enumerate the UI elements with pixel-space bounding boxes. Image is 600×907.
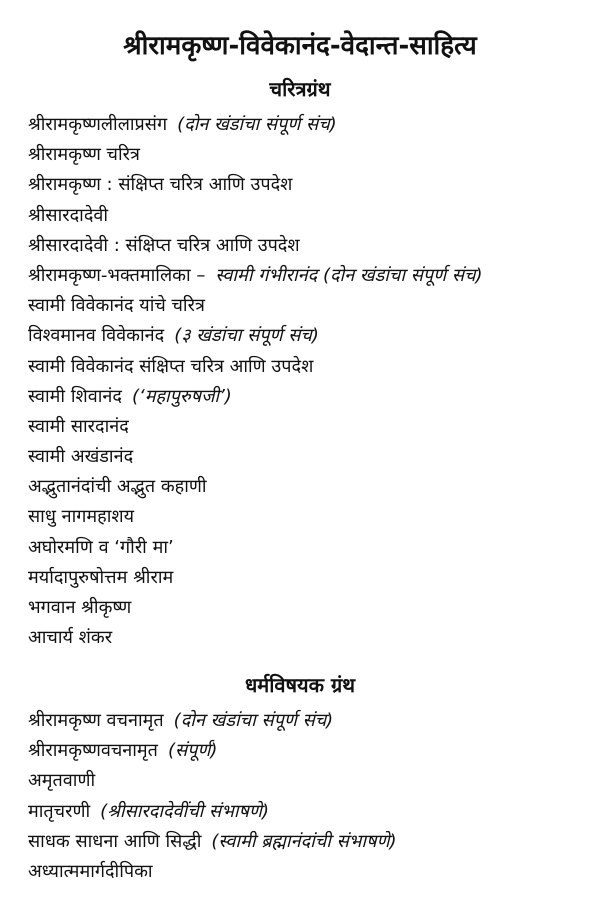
list-item	[28, 321, 588, 351]
list-item	[28, 382, 588, 412]
list-item	[28, 827, 588, 857]
book-title: स्वामी शिवानंद	[28, 385, 122, 407]
book-title: स्वामी विवेकानंद यांचे चरित्र	[28, 295, 205, 317]
book-note: (‘महापुरुषजी’)	[131, 385, 232, 407]
list-item	[28, 766, 588, 796]
list-item	[28, 623, 588, 653]
book-title: मातृचरणी	[28, 800, 91, 822]
book-title: श्रीरामकृष्ण-भक्तमालिका –	[28, 264, 206, 286]
page-title: श्रीरामकृष्ण-विवेकानंद-वेदान्त-साहित्य	[123, 31, 477, 61]
book-title: श्रीसारदादेवी	[28, 204, 109, 226]
list-item	[28, 533, 588, 563]
list-item	[28, 412, 588, 442]
book-title: श्रीरामकृष्ण : संक्षिप्त चरित्र आणि उपदेश	[28, 174, 293, 196]
list-item	[28, 231, 588, 261]
book-note: (श्रीसारदादेवींची संभाषणे)	[100, 800, 269, 822]
list-item	[28, 593, 588, 623]
list-item	[28, 261, 588, 291]
list-item	[28, 736, 588, 766]
list-item	[28, 352, 588, 382]
book-title: साधु नागमहाशय	[28, 506, 135, 528]
book-title: स्वामी अखंडानंद	[28, 446, 134, 468]
list-item	[28, 857, 588, 887]
list-item	[28, 472, 588, 502]
list-item	[28, 797, 588, 827]
list-item	[28, 140, 588, 170]
section-heading-biographies: चरित्रग्रंथ	[269, 77, 331, 101]
list-item	[28, 563, 588, 593]
book-note: (दोन खंडांचा संपूर्ण संच)	[177, 114, 337, 135]
book-title: श्रीरामकृष्णलीलाप्रसंग	[28, 114, 168, 135]
book-title: स्वामी सारदानंद	[28, 415, 129, 437]
book-title: विश्वमानव विवेकानंद	[28, 325, 165, 347]
book-title: साधक साधना आणि सिद्धी	[28, 830, 202, 852]
book-note: स्वामी गंभीरानंद (दोन खंडांचा संपूर्ण संच)	[215, 264, 483, 286]
book-title: अघोरमणि व ‘गौरी मा’	[28, 536, 174, 558]
list-item	[28, 201, 588, 231]
list-item	[28, 442, 588, 472]
religious-books-list	[28, 706, 588, 887]
book-title: मर्यादापुरुषोत्तम श्रीराम	[28, 566, 174, 588]
book-note: (स्वामी ब्रह्मानंदांची संभाषणे)	[211, 830, 397, 852]
book-title: श्रीसारदादेवी : संक्षिप्त चरित्र आणि उपदेश	[28, 234, 300, 256]
book-title: श्रीरामकृष्णवचनामृत	[28, 740, 158, 762]
book-note: (३ खंडांचा संपूर्ण संच)	[174, 325, 319, 347]
list-item	[28, 170, 588, 200]
section-heading-religious: धर्मविषयक ग्रंथ	[244, 673, 356, 697]
book-note: (दोन खंडांचा संपूर्ण संच)	[173, 710, 334, 731]
list-item	[28, 110, 588, 140]
list-item	[28, 291, 588, 321]
list-item	[28, 502, 588, 532]
book-title: अध्यात्ममार्गदीपिका	[28, 860, 153, 882]
book-title: अमृतवाणी	[28, 770, 96, 792]
book-title: श्रीरामकृष्ण चरित्र	[28, 144, 140, 166]
book-title: अद्भुतानंदांची अद्भुत कहाणी	[28, 476, 207, 498]
biographies-list	[28, 110, 588, 653]
book-title: भगवान श्रीकृष्ण	[28, 597, 132, 618]
list-item	[28, 706, 588, 736]
book-title: स्वामी विवेकानंद संक्षिप्त चरित्र आणि उपदेश	[28, 355, 314, 377]
book-title: आचार्य शंकर	[28, 627, 113, 649]
book-title: श्रीरामकृष्ण वचनामृत	[28, 710, 164, 731]
book-note: (संपूर्ण)	[167, 740, 218, 762]
